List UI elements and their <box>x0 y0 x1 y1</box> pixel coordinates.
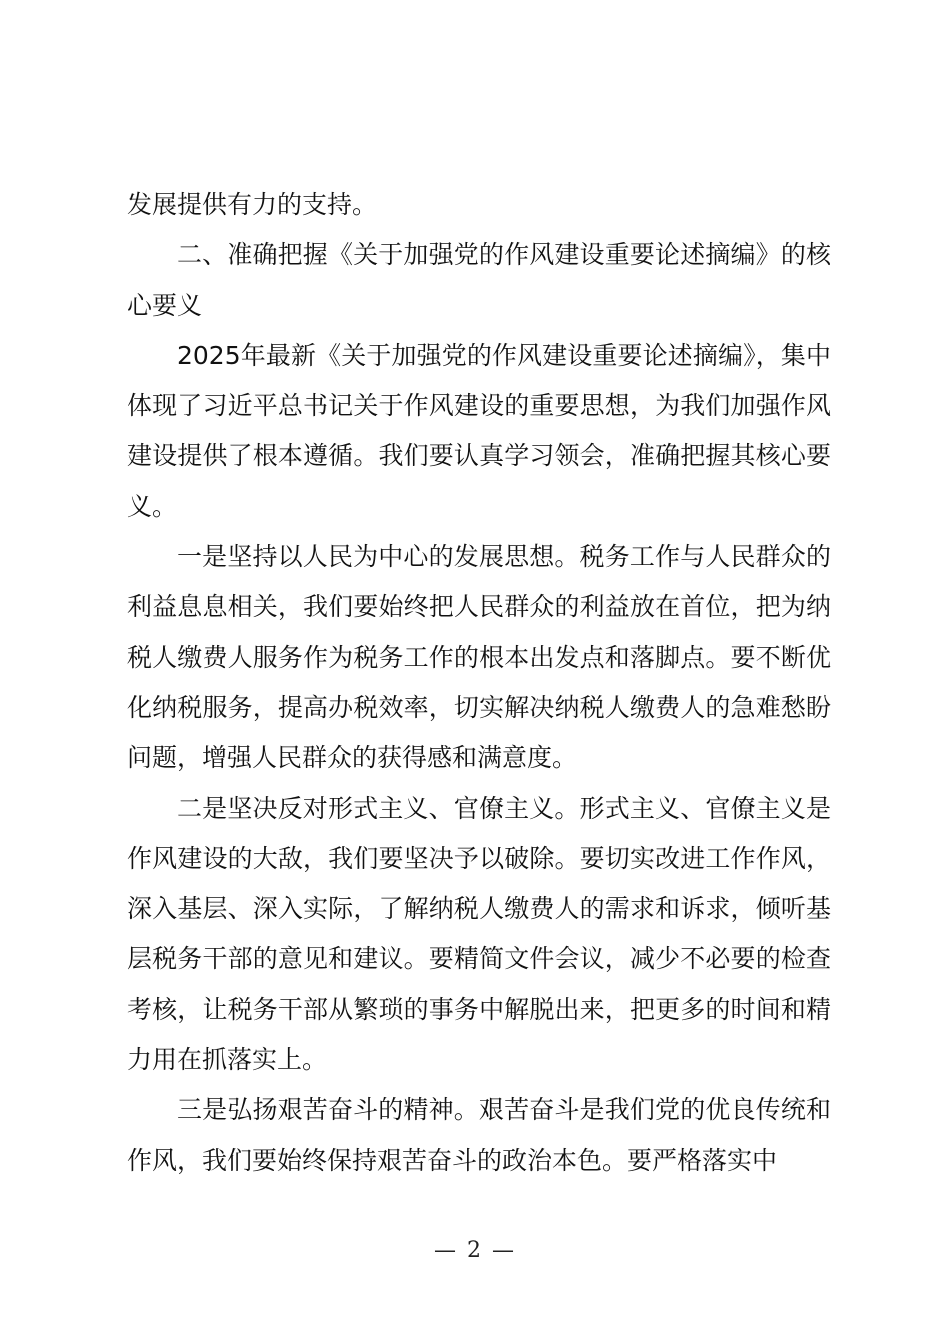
document-body <box>127 180 831 1186</box>
paragraph-point-one: 一是坚持以人民为中心的发展思想。税务工作与人民群众的利益息息相关，我们要始终把人民群众的利益放在首位，把为纳税人缴费人服务作为税务工作的根本出发点和落脚点。要不断优化纳税服务，提高办税效率，切实解决纳税人缴费人的急难愁盼问题，增强人民群众的获得感和满意度。 <box>127 542 831 773</box>
paragraph-point-two: 二是坚决反对形式主义、官僚主义。形式主义、官僚主义是作风建设的大敌，我们要坚决予以破除。要切实改进工作作风，深入基层、深入实际，了解纳税人缴费人的需求和诉求，倾听基层税务干部的意见和建议。要精简文件会议，减少不必要的检查考核，让税务干部从繁琐的事务中解脱出来，把更多的时间和精力用在抓落实上。 <box>127 793 831 1075</box>
page-number: — 2 — <box>434 1238 516 1263</box>
section-heading: 二、准确把握《关于加强党的作风建设重要论述摘编》的核心要义 <box>127 240 831 320</box>
paragraph-intro: 2025年最新《关于加强党的作风建设重要论述摘编》，集中体现了习近平总书记关于作风建设的重要思想，为我们加强作风建设提供了根本遵循。我们要认真学习领会，准确把握其核心要义。 <box>127 340 831 521</box>
paragraph-continuation: 发展提供有力的支持。 <box>127 190 378 219</box>
paragraph-point-three: 三是弘扬艰苦奋斗的精神。艰苦奋斗是我们党的优良传统和作风，我们要始终保持艰苦奋斗的政治本色。要严格落实中 <box>127 1095 831 1175</box>
